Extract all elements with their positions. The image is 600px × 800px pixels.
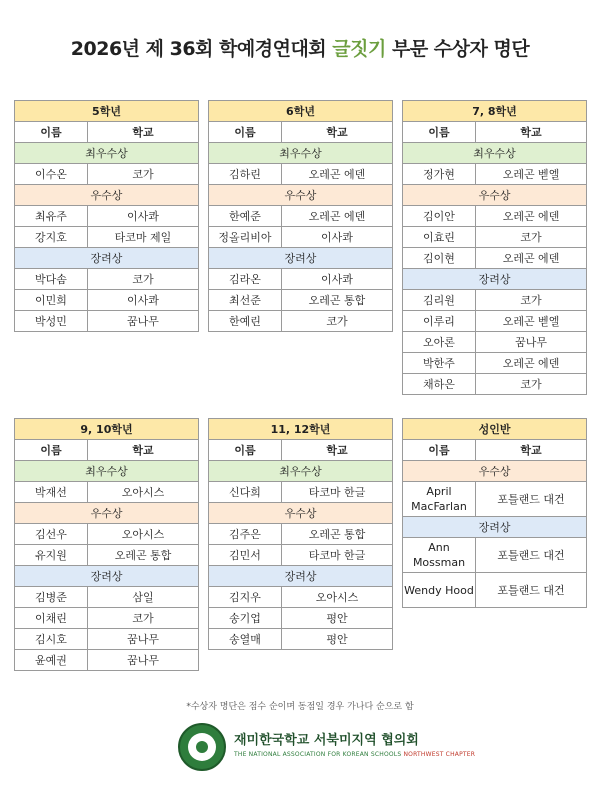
category-third-prize: 장려상 [209,248,393,269]
school-name: 코가 [88,269,199,290]
category-first-prize: 최우수상 [15,461,199,482]
organization-name: 재미한국학교 서북미지역 협의회 [234,733,419,748]
col-header-school: 학교 [282,440,393,461]
school-name: 꿈나무 [88,650,199,671]
category-first-prize: 최우수상 [403,143,587,164]
student-name: 유지원 [15,545,88,566]
category-second-prize: 우수상 [15,503,199,524]
school-name: 타코마 제일 [88,227,199,248]
school-name: 평안 [282,629,393,650]
category-first-prize: 최우수상 [15,143,199,164]
student-name: 윤예권 [15,650,88,671]
table-row [403,206,587,227]
category-second-prize: 우수상 [209,185,393,206]
table-row [15,608,199,629]
category-first-prize: 최우수상 [209,143,393,164]
school-name: 꿈나무 [476,332,587,353]
title-main: 2026년 제 36회 학예경연대회 [70,38,327,60]
school-name: 타코마 한글 [282,482,393,503]
student-name: 신다희 [209,482,282,503]
table-row [403,538,587,573]
school-name: 평안 [282,608,393,629]
award-table-grade9-10 [14,418,199,671]
category-third-prize: 장려상 [209,566,393,587]
organization-subtitle [234,751,475,758]
col-header-name: 이름 [209,440,282,461]
student-name: 오아론 [403,332,476,353]
award-table-grade5 [14,100,199,332]
student-name: 박한주 [403,353,476,374]
student-name: 한예준 [209,206,282,227]
award-table-grade6 [208,100,393,332]
col-header-school: 학교 [476,440,587,461]
table-row [403,374,587,395]
organization-subtitle-main: THE NATIONAL ASSOCIATION FOR KOREAN SCHOOLS [234,751,402,758]
col-header-name: 이름 [403,122,476,143]
student-name: 김주은 [209,524,282,545]
school-name: 오아시스 [88,524,199,545]
table-row [15,227,199,248]
school-name: 코가 [476,227,587,248]
grade-header: 6학년 [209,101,393,122]
student-name: 송열매 [209,629,282,650]
student-name: 김리원 [403,290,476,311]
student-name: 이수온 [15,164,88,185]
table-row [209,164,393,185]
table-row [403,311,587,332]
category-third-prize: 장려상 [15,566,199,587]
school-name: 꿈나무 [88,629,199,650]
student-name: 김민서 [209,545,282,566]
organization-logo [178,723,476,773]
table-row [15,269,199,290]
student-name: 이루리 [403,311,476,332]
table-row [15,290,199,311]
col-header-name: 이름 [403,440,476,461]
category-third-prize: 장려상 [403,269,587,290]
school-name: 오레곤 통합 [88,545,199,566]
student-name: 이효린 [403,227,476,248]
table-row [15,311,199,332]
col-header-school: 학교 [476,122,587,143]
table-row [209,311,393,332]
school-name: 타코마 한글 [282,545,393,566]
student-name: 박다솜 [15,269,88,290]
school-name: 오아시스 [282,587,393,608]
student-name: 김이안 [403,206,476,227]
student-name: 이채린 [15,608,88,629]
school-name: 코가 [88,164,199,185]
student-name: 김선우 [15,524,88,545]
footnote: *수상자 명단은 점수 순이며 동점일 경우 가나다 순으로 함 [186,702,414,712]
table-row [403,248,587,269]
grade-header: 9, 10학년 [15,419,199,440]
page-title [0,34,600,61]
table-row [209,545,393,566]
table-row [15,482,199,503]
col-header-school: 학교 [88,440,199,461]
school-name: 오레곤 벧엘 [476,164,587,185]
grade-header: 11, 12학년 [209,419,393,440]
table-row [209,269,393,290]
category-third-prize: 장려상 [403,517,587,538]
table-row [15,545,199,566]
table-row [15,524,199,545]
student-name: 박재선 [15,482,88,503]
school-name: 오레곤 벧엘 [476,311,587,332]
student-name: 김병준 [15,587,88,608]
student-name: 김하린 [209,164,282,185]
student-name: 채하은 [403,374,476,395]
category-first-prize: 최우수상 [209,461,393,482]
table-row [403,227,587,248]
table-row [15,164,199,185]
student-name: 김라온 [209,269,282,290]
table-row [403,353,587,374]
table-row [403,573,587,608]
student-name: 송기업 [209,608,282,629]
school-name: 포틀랜드 대건 [476,482,587,517]
table-row [209,524,393,545]
table-row [15,629,199,650]
table-row [209,482,393,503]
award-table-grade11-12 [208,418,393,650]
school-name: 오레곤 에덴 [476,353,587,374]
table-row [209,608,393,629]
school-name: 오레곤 에덴 [282,206,393,227]
school-name: 코가 [88,608,199,629]
student-name: Ann Mossman [403,538,476,573]
student-name: 정가현 [403,164,476,185]
col-header-name: 이름 [15,122,88,143]
school-name: 코가 [476,374,587,395]
table-row [209,290,393,311]
table-row [403,482,587,517]
school-name: 오레곤 에덴 [476,206,587,227]
school-name: 오레곤 통합 [282,290,393,311]
school-name: 이사콰 [88,206,199,227]
category-second-prize: 우수상 [15,185,199,206]
category-second-prize: 우수상 [403,461,587,482]
col-header-name: 이름 [15,440,88,461]
table-row [209,227,393,248]
school-name: 오레곤 통합 [282,524,393,545]
student-name: April MacFarlan [403,482,476,517]
school-name: 이사콰 [282,227,393,248]
col-header-name: 이름 [209,122,282,143]
student-name: 최선준 [209,290,282,311]
school-name: 코가 [282,311,393,332]
school-name: 오레곤 에덴 [476,248,587,269]
category-third-prize: 장려상 [15,248,199,269]
school-name: 포틀랜드 대건 [476,573,587,608]
school-name: 오레곤 에덴 [282,164,393,185]
table-row [403,290,587,311]
student-name: 한예린 [209,311,282,332]
title-tail: 부문 수상자 명단 [391,38,530,60]
category-second-prize: 우수상 [209,503,393,524]
table-row [209,629,393,650]
school-name: 코가 [476,290,587,311]
table-row [403,332,587,353]
grade-header: 성인반 [403,419,587,440]
school-name: 이사콰 [88,290,199,311]
school-name: 꿈나무 [88,311,199,332]
student-name: 최유주 [15,206,88,227]
student-name: 김이현 [403,248,476,269]
col-header-school: 학교 [282,122,393,143]
school-name: 포틀랜드 대건 [476,538,587,573]
table-row [15,650,199,671]
table-row [15,587,199,608]
table-row [209,206,393,227]
student-name: Wendy Hood [403,573,476,608]
table-row [403,164,587,185]
student-name: 강지호 [15,227,88,248]
student-name: 김지우 [209,587,282,608]
student-name: 이민희 [15,290,88,311]
student-name: 김시호 [15,629,88,650]
category-second-prize: 우수상 [403,185,587,206]
student-name: 정올리비아 [209,227,282,248]
school-name: 이사콰 [282,269,393,290]
grade-header: 7, 8학년 [403,101,587,122]
table-row [209,587,393,608]
organization-seal-icon [178,723,226,771]
title-highlight: 글짓기 [332,38,386,60]
table-row [15,206,199,227]
grade-header: 5학년 [15,101,199,122]
student-name: 박성민 [15,311,88,332]
school-name: 삼일 [88,587,199,608]
award-table-adult [402,418,587,608]
col-header-school: 학교 [88,122,199,143]
organization-subtitle-chapter: NORTHWEST CHAPTER [403,751,476,758]
school-name: 오아시스 [88,482,199,503]
award-table-grade7-8 [402,100,587,395]
